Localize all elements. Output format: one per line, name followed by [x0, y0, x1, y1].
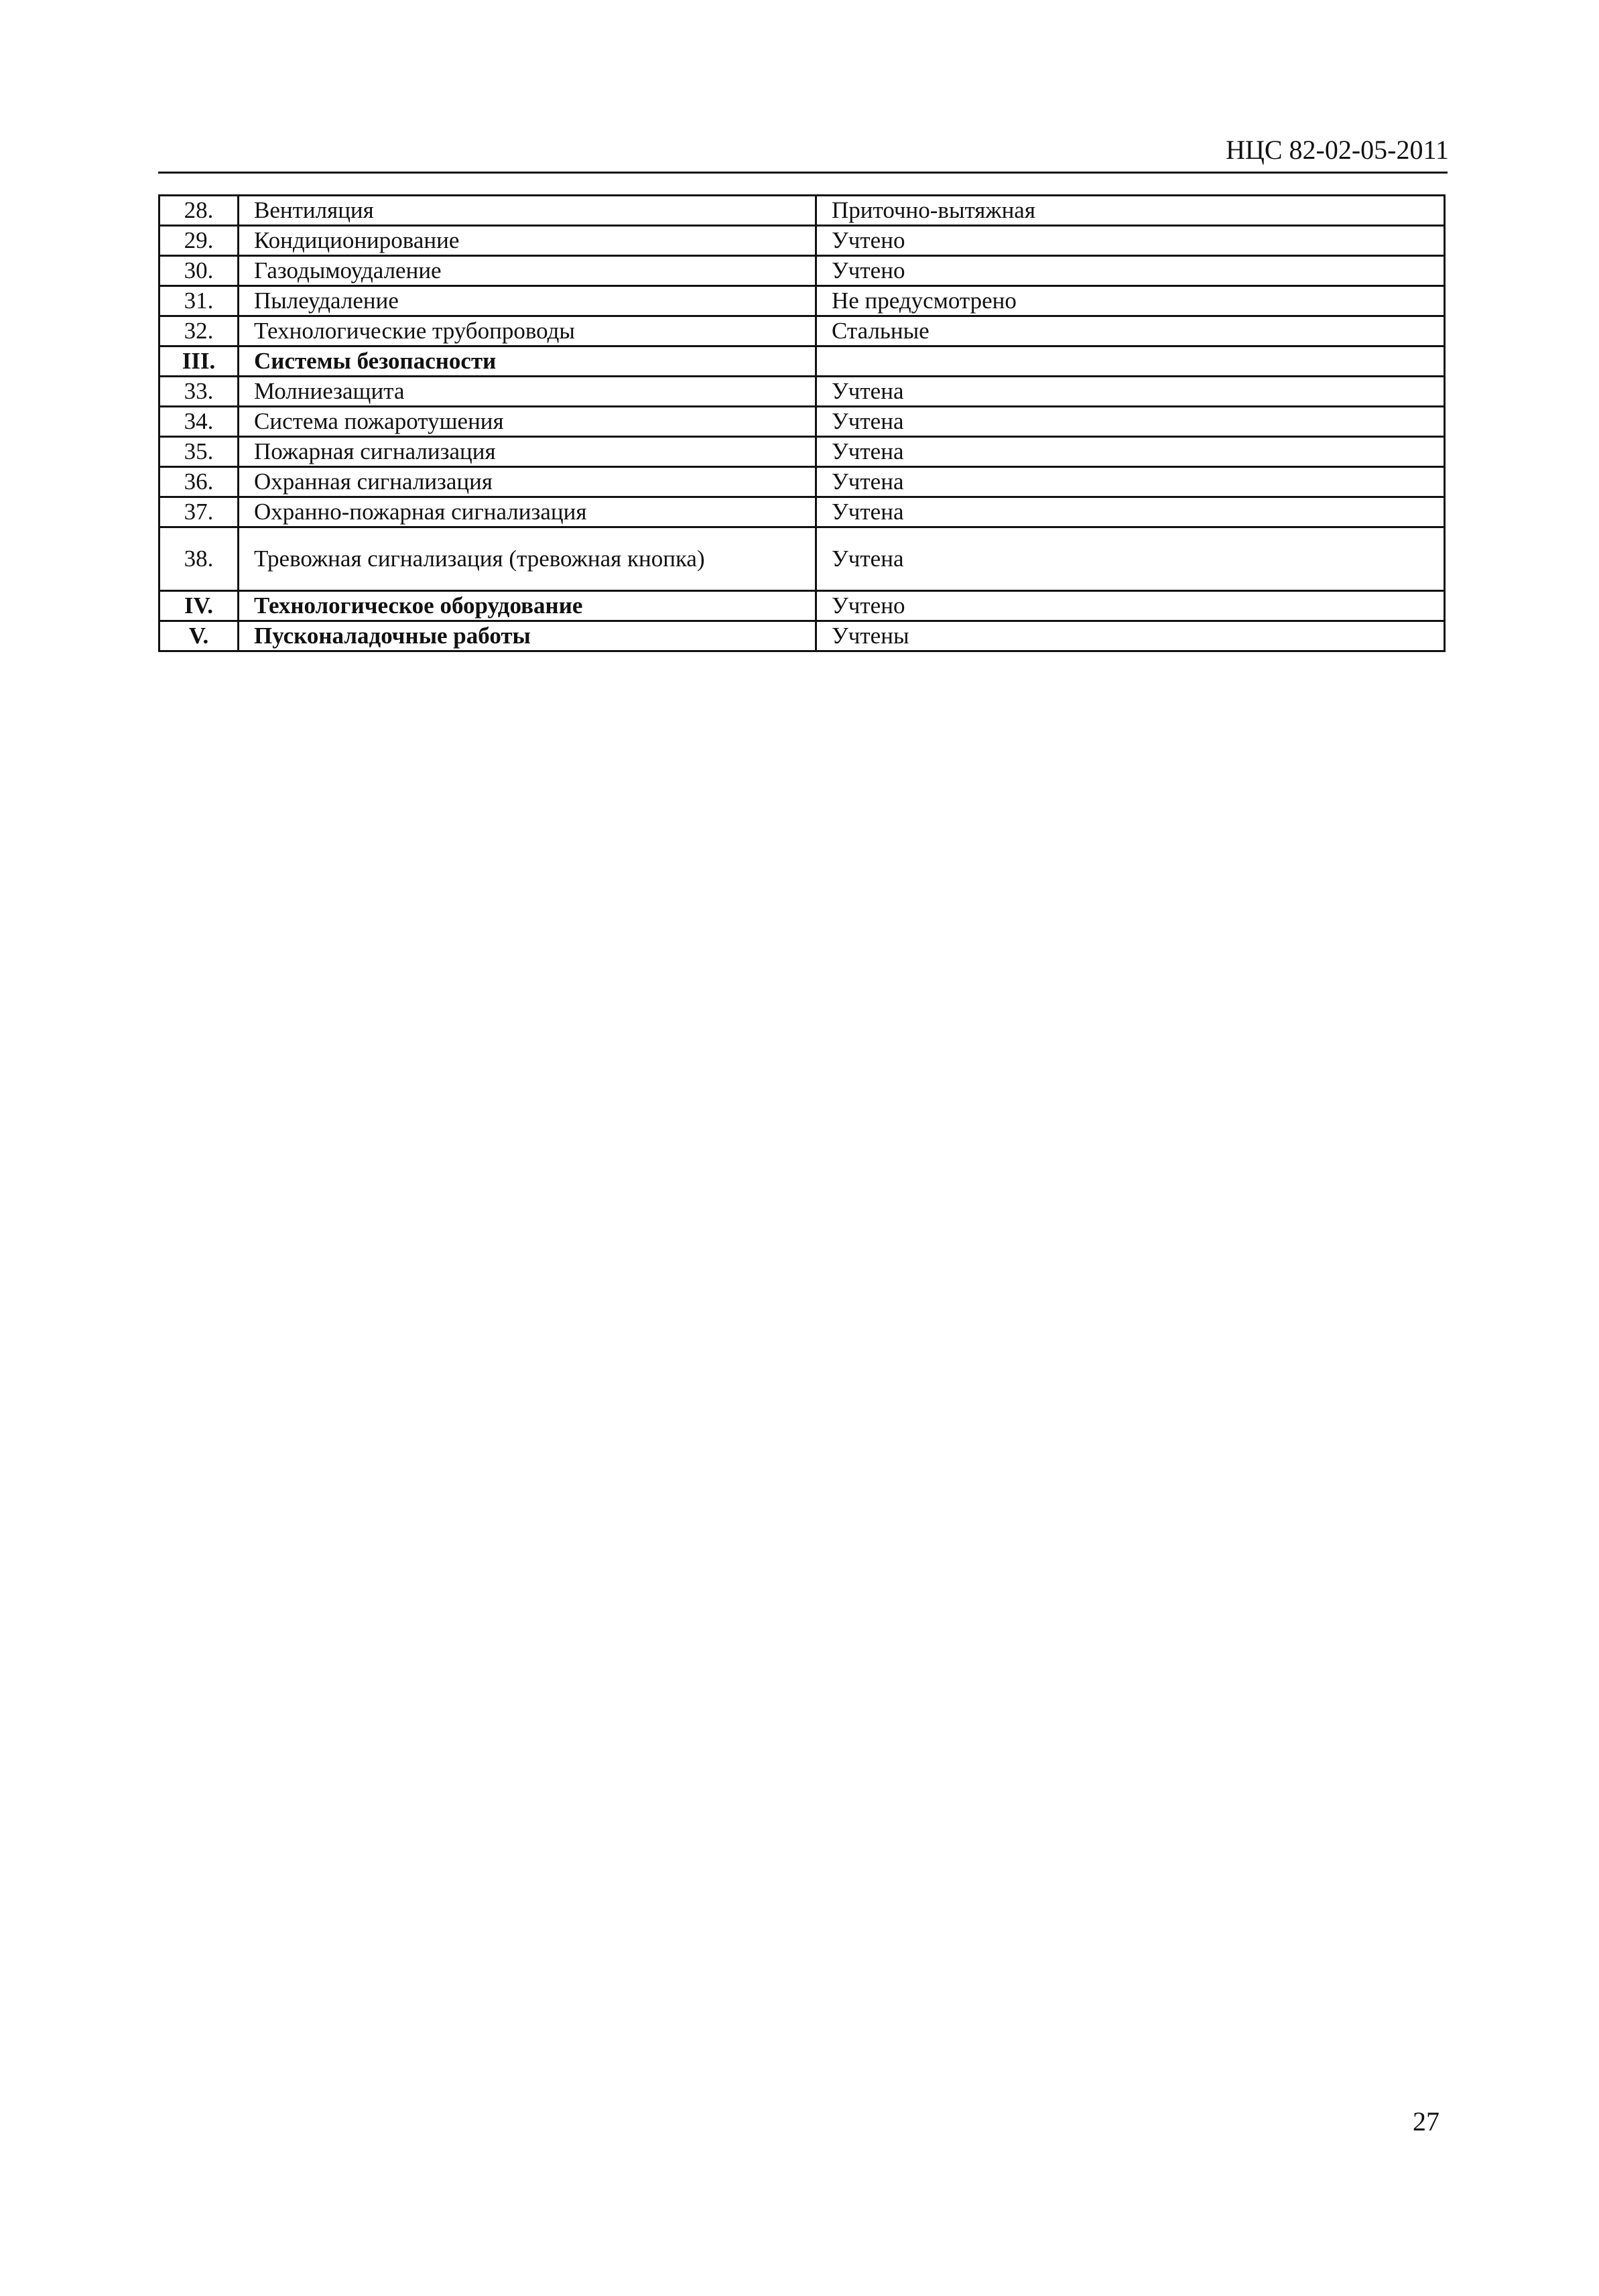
specification-table	[158, 194, 1446, 652]
table-row	[159, 196, 1445, 226]
table-row	[159, 467, 1445, 497]
row-value: Приточно-вытяжная	[816, 196, 1445, 226]
row-number: 31.	[159, 286, 239, 316]
row-value: Учтено	[816, 226, 1445, 256]
section-title: Пусконаладочные работы	[239, 621, 816, 651]
row-number: 29.	[159, 226, 239, 256]
row-value: Не предусмотрено	[816, 286, 1445, 316]
row-value: Учтена	[816, 527, 1445, 591]
row-value: Стальные	[816, 316, 1445, 346]
row-value	[816, 346, 1445, 377]
row-value: Учтена	[816, 467, 1445, 497]
row-value: Учтено	[816, 591, 1445, 621]
row-number: 32.	[159, 316, 239, 346]
section-number: V.	[159, 621, 239, 651]
table-row	[159, 497, 1445, 527]
table-row	[159, 316, 1445, 346]
row-value: Учтены	[816, 621, 1445, 651]
row-name: Кондиционирование	[239, 226, 816, 256]
row-name: Система пожаротушения	[239, 407, 816, 437]
header-rule	[158, 172, 1448, 174]
row-name: Газодымоудаление	[239, 256, 816, 286]
row-number: 35.	[159, 437, 239, 467]
row-number: 30.	[159, 256, 239, 286]
row-number: 34.	[159, 407, 239, 437]
row-name: Тревожная сигнализация (тревожная кнопка)	[239, 527, 816, 591]
row-name: Вентиляция	[239, 196, 816, 226]
table-row	[159, 527, 1445, 591]
section-header-row	[159, 346, 1445, 377]
row-value: Учтена	[816, 377, 1445, 407]
table-row	[159, 256, 1445, 286]
section-header-row	[159, 591, 1445, 621]
table-row	[159, 407, 1445, 437]
row-number: 37.	[159, 497, 239, 527]
row-number: 38.	[159, 527, 239, 591]
table-row	[159, 286, 1445, 316]
section-title: Системы безопасности	[239, 346, 816, 377]
row-name: Пожарная сигнализация	[239, 437, 816, 467]
row-name: Технологические трубопроводы	[239, 316, 816, 346]
section-number: III.	[159, 346, 239, 377]
page-number: 27	[1413, 2106, 1440, 2136]
row-value: Учтено	[816, 256, 1445, 286]
row-value: Учтена	[816, 497, 1445, 527]
row-name: Пылеудаление	[239, 286, 816, 316]
document-code: НЦС 82-02-05-2011	[1226, 135, 1449, 165]
row-number: 36.	[159, 467, 239, 497]
table-row	[159, 377, 1445, 407]
row-number: 33.	[159, 377, 239, 407]
row-number: 28.	[159, 196, 239, 226]
row-name: Молниезащита	[239, 377, 816, 407]
row-name: Охранная сигнализация	[239, 467, 816, 497]
row-name: Охранно-пожарная сигнализация	[239, 497, 816, 527]
table-row	[159, 226, 1445, 256]
row-value: Учтена	[816, 437, 1445, 467]
section-header-row	[159, 621, 1445, 651]
section-title: Технологическое оборудование	[239, 591, 816, 621]
row-value: Учтена	[816, 407, 1445, 437]
section-number: IV.	[159, 591, 239, 621]
table-row	[159, 437, 1445, 467]
